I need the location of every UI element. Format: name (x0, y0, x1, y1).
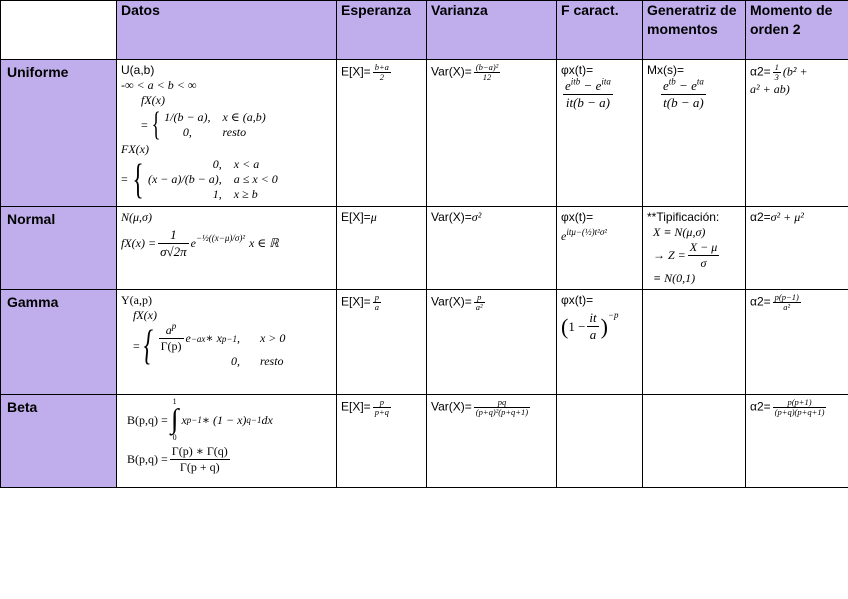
beta-varianza (427, 395, 557, 488)
gamma-generatriz (643, 290, 746, 395)
row-label-normal: Normal (1, 207, 117, 290)
gm-base: e (663, 78, 669, 93)
int-lower: 0 (172, 433, 177, 442)
var-label: Var(X)= (431, 210, 472, 224)
frac-num: p (374, 292, 379, 302)
beta-generatriz (643, 395, 746, 488)
m2-rest2: a² + ab) (750, 82, 790, 96)
gamma-esp-frac (373, 293, 381, 312)
brace-icon: { (151, 106, 161, 143)
frac-num: it (589, 310, 597, 325)
frac-den: t(b − a) (663, 95, 704, 110)
frac-den: 2 (379, 72, 384, 82)
normal-pdf: fX(x) = $\frac{1}{\sigma√2\pi}$ e −½((x−μ)/σ)² x ∈ ℝ (121, 227, 279, 259)
uniforme-pdf-cond1: x ∈ (a,b) (222, 110, 266, 124)
gamma-frac (159, 323, 184, 354)
frac-num: 1 (158, 227, 189, 244)
frac-den: (p+q)²(p+q+1) (475, 407, 529, 417)
uniforme-datos (117, 60, 337, 207)
header-row (1, 1, 848, 60)
uniforme-cdf-case2: (x − a)/(b − a), (147, 172, 222, 186)
tipificacion-line1: X ≡ N(μ,σ) (653, 225, 706, 239)
beta-integral-def: B(p,q) = 1 ∫ 0 x p−1 ∗ (1 − x) q−1 dx (127, 397, 273, 442)
uniforme-fcaract (557, 60, 643, 207)
var-val: σ² (471, 210, 482, 224)
gamma-pdf-cases (157, 323, 286, 369)
normal-generatriz (643, 207, 746, 290)
fc-label: φx(t)= (561, 293, 594, 307)
gamma-pdf (121, 323, 332, 369)
gamma-pdf-cond1: x > 0 (259, 331, 286, 345)
frac-num: pq (474, 398, 530, 408)
uniforme-var-frac (474, 63, 500, 82)
exp: p (171, 321, 177, 331)
brace-icon: { (143, 323, 153, 369)
brace-icon: { (132, 156, 144, 203)
m2-label: α2= (750, 399, 771, 414)
beta-m2-frac (773, 398, 827, 417)
tip-frac (688, 240, 719, 271)
esp-val: μ (370, 210, 377, 224)
gamma-pdf-label: fX(x) (133, 308, 157, 322)
beta-momento2 (746, 395, 848, 488)
int-b: ∗ (1 − x) (201, 412, 247, 427)
fc-pre: 1 − (568, 318, 586, 334)
uniforme-esp-frac (373, 63, 391, 82)
tip-pre: → Z = (653, 248, 686, 262)
gamma-fc-expr: ( 1 − $\frac{it}{a}$ ) −p (561, 310, 638, 343)
uniforme-cdf-cond2: a ≤ x < 0 (233, 172, 278, 186)
normal-fc-expr (561, 229, 638, 245)
m2-label: α2= (750, 210, 771, 224)
frac-den: 12 (482, 72, 492, 82)
normal-fcaract (557, 207, 643, 290)
gamma-pdf-cond2: resto (259, 354, 284, 368)
frac-num: p (474, 293, 485, 303)
esp-label: E[X]= (341, 399, 371, 414)
gamma-fcaract (557, 290, 643, 395)
beta-gamma-def (121, 444, 332, 475)
m2-rest: (b² + (782, 64, 808, 79)
beta-var-frac (474, 398, 530, 417)
gm-mid: − e (675, 78, 697, 93)
header-momento2: Momento de orden 2 (746, 1, 848, 60)
uniforme-cdf-cases (148, 157, 278, 202)
beta-datos (117, 395, 337, 488)
uniforme-cdf-cond1: x < a (233, 157, 260, 171)
uniforme-cdf-case1: 0, (212, 157, 222, 171)
uniforme-generatriz (643, 60, 746, 207)
uniforme-pdf-case1: 1/(b − a), (164, 110, 211, 124)
row-gamma (1, 290, 848, 395)
var-label: Var(X)= (431, 64, 472, 79)
frac-den: p+q (374, 407, 389, 417)
uniforme-pdf-cases (164, 110, 266, 140)
beta-esperanza (337, 395, 427, 488)
corner-cell (1, 1, 117, 60)
fc-exp: itb (570, 76, 581, 87)
frac-num: 1 (774, 62, 779, 72)
uniforme-pdf-cond2: resto (222, 125, 247, 139)
rest-a: e (185, 331, 191, 345)
fc-label: φx(t)= (561, 210, 594, 224)
frac-num: p(p−1) (774, 292, 799, 302)
frac-num: Γ(p) ∗ Γ(q) (171, 444, 228, 458)
normal-momento2 (746, 207, 848, 290)
beta-gamma-frac (170, 444, 230, 475)
frac-num: p (373, 398, 391, 408)
uniforme-cdf-case3: 1, (212, 187, 222, 201)
normal-title: N(μ,σ) (121, 210, 152, 224)
frac-num (661, 78, 706, 95)
gm-label: Mx(s)= (647, 63, 684, 77)
gm-exp2: ta (696, 76, 704, 87)
gamma-pdf-case2: 0, (230, 354, 240, 368)
frac-den: 3 (774, 72, 779, 82)
var-label: Var(X)= (431, 294, 472, 309)
row-label-gamma: Gamma (1, 290, 117, 395)
m2-label: α2= (750, 294, 771, 309)
fc-mid: − e (580, 78, 602, 93)
row-beta (1, 395, 848, 488)
gamma-m2-frac (773, 293, 801, 312)
tipificacion-line2 (647, 240, 741, 271)
gamma-var-frac (474, 293, 485, 312)
equals-sign: = (121, 172, 128, 186)
uniforme-fc-frac (563, 78, 613, 111)
fc-base: e (561, 229, 567, 243)
frac-num (563, 78, 613, 95)
frac-den: (p+q)(p+q+1) (774, 407, 825, 417)
normal-pdf-exp: −½((x−μ)/σ)² (195, 233, 246, 243)
gamma-varianza (427, 290, 557, 395)
uniforme-varianza (427, 60, 557, 207)
frac-den: a (374, 302, 379, 312)
frac-num: X − μ (689, 240, 718, 254)
m2-label: α2= (750, 64, 771, 79)
var-label: Var(X)= (431, 399, 472, 414)
frac-num: p(p+1) (773, 398, 827, 408)
uniforme-title: U(a,b) (121, 63, 155, 77)
gamma-fc-frac (587, 310, 598, 343)
uniforme-cdf (121, 157, 332, 202)
row-label-beta: Beta (1, 395, 117, 488)
rest-b: ∗ x (205, 331, 222, 345)
fc-label: φx(t)= (561, 63, 594, 77)
frac-num: b+a (374, 62, 389, 72)
normal-varianza (427, 207, 557, 290)
integral-icon: 1 ∫ 0 (170, 397, 179, 442)
header-generatriz: Generatriz de momentos (643, 1, 746, 60)
normal-pdf-frac (158, 227, 189, 260)
frac-den: it(b − a) (565, 95, 610, 110)
frac-num: (b−a)² (475, 62, 499, 72)
beta-gamma-lhs: B(p,q) = (127, 452, 168, 466)
frac-num (159, 323, 184, 339)
fc-exp: itμ−(½)t²σ² (566, 227, 607, 237)
gamma-pdf-case1: $\frac{a^p}{\Gamma(p)}$ e −ax ∗ x p−1 , (160, 321, 240, 353)
uniforme-momento2 (746, 60, 848, 207)
header-datos: Datos (117, 1, 337, 60)
frac-den: a (589, 327, 597, 342)
beta-esp-frac (373, 398, 391, 417)
row-uniforme (1, 60, 848, 207)
uniforme-pdf-label: fX(x) (141, 93, 165, 107)
gamma-title: Υ(a,p) (121, 293, 152, 307)
frac-den: a² (475, 302, 483, 312)
frac-den: σ√2π (160, 244, 187, 259)
fc-exp2: ita (601, 76, 611, 87)
m2-val: σ² + μ² (770, 210, 804, 224)
normal-datos (117, 207, 337, 290)
gamma-datos (117, 290, 337, 395)
header-varianza: Varianza (427, 1, 557, 60)
tipificacion-line3: ≡ N(0,1) (653, 271, 696, 285)
uniforme-gm-frac (661, 78, 706, 111)
base: a (165, 323, 172, 337)
uniforme-cdf-label: FX(x) (121, 142, 149, 156)
esp-label: E[X]= (341, 64, 371, 79)
uniforme-pdf (121, 108, 332, 142)
frac-den: σ (700, 256, 707, 270)
normal-esperanza (337, 207, 427, 290)
uniforme-m2-frac (773, 63, 781, 82)
uniforme-range: -∞ < a < b < ∞ (121, 78, 197, 92)
uniforme-pdf-case2: 0, (182, 125, 192, 139)
gm-exp: tb (668, 76, 676, 87)
gamma-esperanza (337, 290, 427, 395)
header-esperanza: Esperanza (337, 1, 427, 60)
gamma-momento2 (746, 290, 848, 395)
row-normal (1, 207, 848, 290)
esp-label: E[X]= (341, 210, 371, 224)
fc-exp: −p (607, 309, 619, 320)
int-upper: 1 (172, 397, 177, 406)
normal-pdf-lhs: fX(x) = (121, 236, 157, 250)
beta-lhs: B(p,q) = (127, 412, 168, 427)
esp-label: E[X]= (341, 294, 371, 309)
uniforme-esperanza (337, 60, 427, 207)
tipificacion-label: **Tipificación: (647, 210, 720, 224)
equals-sign: = (133, 338, 140, 353)
header-fcaract: F caract. (557, 1, 643, 60)
row-label-uniforme: Uniforme (1, 60, 117, 207)
frac-den: Γ(p + q) (179, 460, 220, 474)
frac-den: a² (783, 302, 791, 312)
uniforme-cdf-cond3: x ≥ b (233, 187, 258, 201)
int-c: dx (261, 412, 273, 427)
beta-fcaract (557, 395, 643, 488)
int-a: x (181, 412, 187, 427)
fc-base: e (565, 78, 571, 93)
frac-den: Γ(p) (160, 339, 182, 353)
normal-pdf-domain: x ∈ ℝ (249, 236, 279, 250)
equals-sign: = (141, 117, 148, 132)
